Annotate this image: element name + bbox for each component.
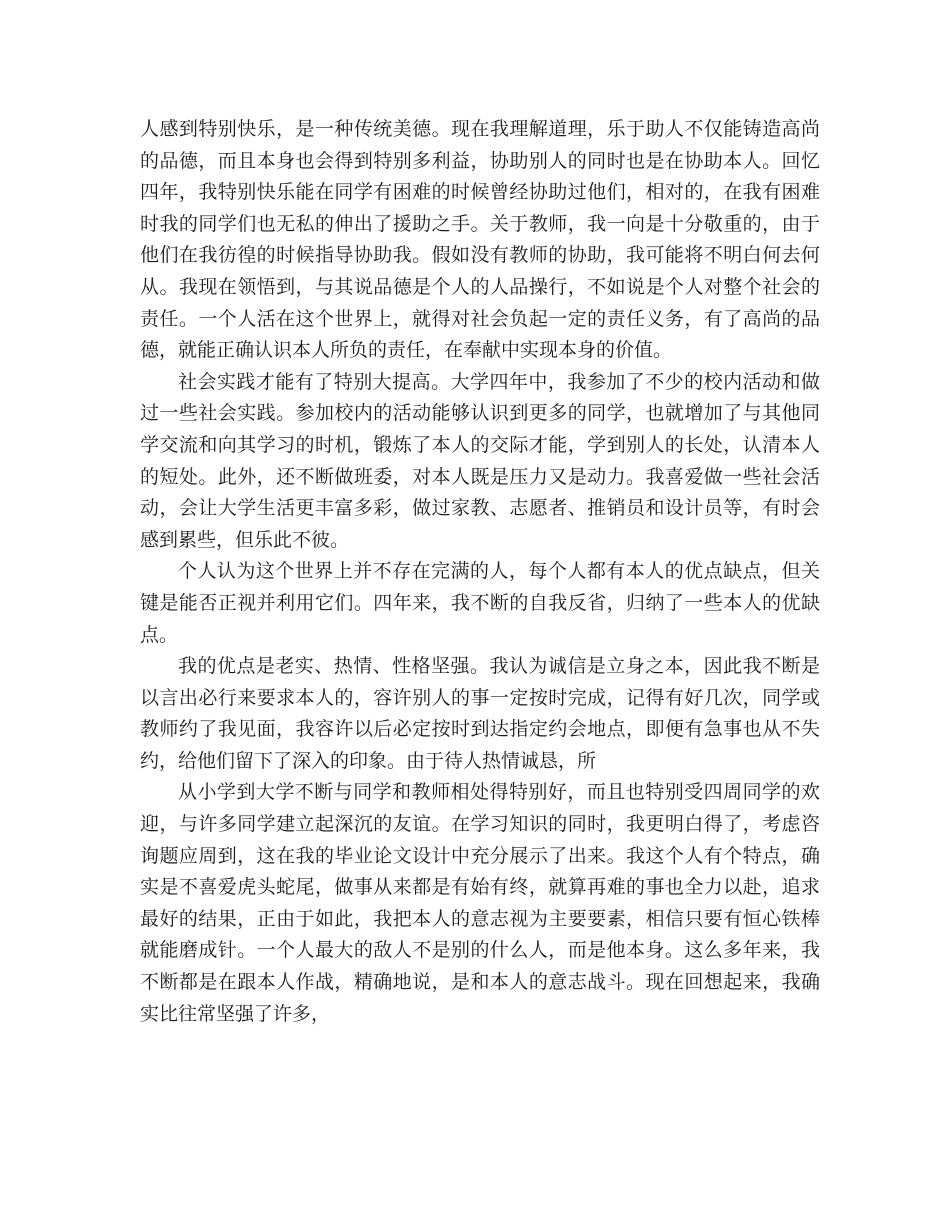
paragraph-2: 社会实践才能有了特别大提高。大学四年中，我参加了不少的校内活动和做过一些社会实践。参加校内的活动能够认识到更多的同学，也就增加了与其他同学交流和向其学习的时机，锻炼了本人的交际才能，学到别人的长处，认清本人的短处。此外，还不断做班委，对本人既是压力又是动力。我喜爱做一些社会活动，会让大学生活更丰富多彩，做过家教、志愿者、推销员和设计员等，有时会感到累些，但乐此不彼。 — [140, 370, 820, 551]
paragraph-1: 人感到特别快乐，是一种传统美德。现在我理解道理，乐于助人不仅能铸造高尚的品德，而且本身也会得到特别多利益，协助别人的同时也是在协助本人。回忆四年，我特别快乐能在同学有困难的时候曾经协助过他们，相对的，在我有困难时我的同学们也无私的伸出了援助之手。关于教师，我一向是十分敬重的，由于他们在我彷徨的时候指导协助我。假如没有教师的协助，我可能将不明白何去何从。我现在领悟到，与其说品德是个人的人品操行，不如说是个人对整个社会的责任。一个人活在这个世界上，就得对社会负起一定的责任义务，有了高尚的品德，就能正确认识本人所负的责任，在奉献中实现本身的价值。 — [140, 118, 820, 362]
paragraph-3: 个人认为这个世界上并不存在完满的人，每个人都有本人的优点缺点，但关键是能否正视并利用它们。四年来，我不断的自我反省，归纳了一些本人的优缺点。 — [140, 560, 820, 646]
paragraph-4: 我的优点是老实、热情、性格坚强。我认为诚信是立身之本，因此我不断是以言出必行来要求本人的，容许别人的事一定按时完成，记得有好几次，同学或教师约了我见面，我容许以后必定按时到达指定约会地点，即便有急事也从不失约，给他们留下了深入的印象。由于待人热情诚恳，所 — [140, 655, 820, 772]
document-body — [140, 114, 820, 1030]
paragraph-5: 从小学到大学不断与同学和教师相处得特别好，而且也特别受四周同学的欢迎，与许多同学建立起深沉的友谊。在学习知识的同时，我更明白得了，考虑咨询题应周到，这在我的毕业论文设计中充分展示了出来。我这个人有个特点，确实是不喜爱虎头蛇尾，做事从来都是有始有终，就算再难的事也全力以赴，追求最好的结果，正由于如此，我把本人的意志视为主要要素，相信只要有恒心铁棒就能磨成针。一个人最大的敌人不是别的什么人，而是他本身。这么多年来，我不断都是在跟本人作战，精确地说，是和本人的意志战斗。现在回想起来，我确实比往常坚强了许多， — [140, 781, 820, 1025]
